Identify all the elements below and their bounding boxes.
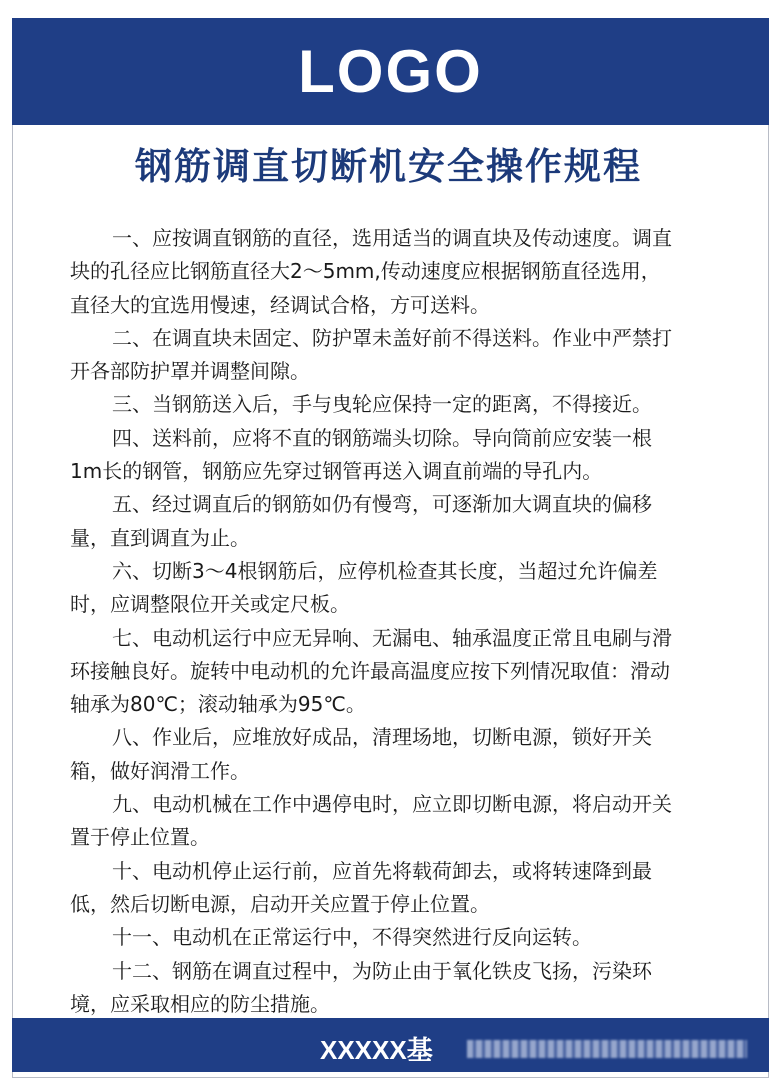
regulation-line: 七、电动机运行中应无异响、无漏电、轴承温度正常且电刷与滑: [112, 625, 672, 650]
regulation-line: 八、作业后，应堆放好成品，清理场地，切断电源，锁好开关: [112, 725, 652, 750]
regulation-line: 九、电动机械在工作中遇停电时，应立即切断电源，将启动开关: [112, 792, 672, 817]
regulation-line: 时，应调整限位开关或定尺板。: [70, 592, 350, 617]
regulation-item: [70, 488, 720, 555]
logo: LOGO: [298, 38, 483, 105]
regulation-item: [70, 422, 720, 489]
regulation-line: 直径大的宜选用慢速，经调试合格，方可送料。: [70, 292, 490, 317]
regulation-line: 五、经过调直后的钢筋如仍有慢弯，可逐渐加大调直块的偏移: [112, 492, 652, 517]
regulation-line: 1m长的钢管，钢筋应先穿过钢管再送入调直前端的导孔内。: [70, 459, 603, 484]
regulation-item: [70, 855, 720, 922]
regulation-item: [70, 721, 720, 788]
regulation-body: [70, 222, 720, 1021]
regulation-line: 开各部防护罩并调整间隙。: [70, 359, 310, 384]
header-band: [12, 18, 769, 125]
footer-text: XXXXX基: [320, 1035, 433, 1065]
regulation-item: [70, 388, 720, 421]
regulation-line: 低，然后切断电源，启动开关应置于停止位置。: [70, 891, 490, 916]
regulation-line: 六、切断3～4根钢筋后，应停机检查其长度，当超过允许偏差: [112, 558, 658, 583]
regulation-line: 箱，做好润滑工作。: [70, 758, 250, 783]
regulation-line: 块的孔径应比钢筋直径大2～5mm,传动速度应根据钢筋直径选用，: [70, 259, 661, 284]
footer-obscured-text: [467, 1040, 747, 1058]
regulation-line: 一、应按调直钢筋的直径，选用适当的调直块及传动速度。调直: [112, 226, 672, 250]
regulation-line: 境，应采取相应的防尘措施。: [70, 991, 330, 1016]
regulation-line: 置于停止位置。: [70, 825, 210, 850]
regulation-item: [70, 788, 720, 855]
regulation-item: [70, 322, 720, 389]
regulation-line: 四、送料前，应将不直的钢筋端头切除。导向筒前应安装一根: [112, 425, 652, 450]
page-title: 钢筋调直切断机安全操作规程: [135, 145, 642, 188]
regulation-line: 十二、钢筋在调直过程中，为防止由于氧化铁皮飞扬，污染环: [112, 958, 652, 983]
footer-band: [12, 1018, 769, 1072]
regulation-line: 十、电动机停止运行前，应首先将载荷卸去，或将转速降到最: [112, 858, 652, 883]
regulation-line: 量，直到调直为止。: [70, 525, 250, 550]
regulation-line: 轴承为80℃；滚动轴承为95℃。: [70, 692, 366, 717]
regulation-line: 三、当钢筋送入后，手与曳轮应保持一定的距离，不得接近。: [112, 392, 652, 417]
regulation-item: [70, 955, 720, 1022]
regulation-line: 二、在调直块未固定、防护罩未盖好前不得送料。作业中严禁打: [112, 325, 672, 350]
regulation-item: [70, 222, 720, 322]
regulation-line: 十一、电动机在正常运行中，不得突然进行反向运转。: [112, 925, 592, 950]
regulation-line: 环接触良好。旋转中电动机的允许最高温度应按下列情况取值：滑动: [70, 658, 670, 683]
regulation-item: [70, 622, 720, 722]
regulation-item: [70, 921, 720, 954]
regulation-item: [70, 555, 720, 622]
